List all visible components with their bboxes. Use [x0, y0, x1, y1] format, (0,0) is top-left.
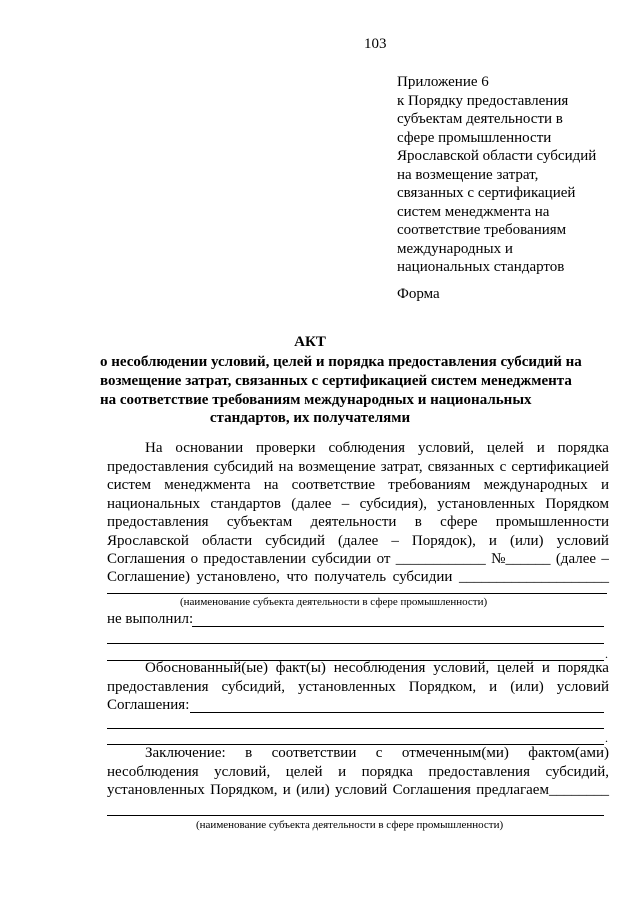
appendix-line: сфере промышленности	[397, 129, 552, 146]
period: .	[605, 647, 608, 661]
appendix-line: связанных с сертификацией	[397, 185, 576, 201]
act-title: АКТ	[294, 334, 326, 350]
form-label: Форма	[397, 286, 440, 302]
blank-line	[107, 728, 604, 729]
para1-line: Соглашение) установлено, что получатель субсидии ____________________	[107, 569, 609, 585]
appendix-line: международных и	[397, 240, 513, 257]
heading-line: на соответствие требованиям международных и национальных	[100, 392, 532, 408]
heading-line: о несоблюдении условий, целей и порядка предоставления субсидий на	[100, 354, 582, 370]
para1-line: На основании проверки соблюдения условий, целей и порядка	[145, 440, 609, 456]
appendix-line: Ярославской области субсидий	[397, 148, 597, 164]
para3-line: установленных Порядком, и (или) условий Соглашения предлагаем________	[107, 782, 609, 798]
recipient-name-line-2	[107, 815, 604, 816]
heading-line: возмещение затрат, связанных с сертификацией систем менеджмента	[100, 373, 572, 389]
not-fulfilled-line	[192, 626, 604, 627]
heading-line: стандартов, их получателями	[209, 410, 411, 426]
appendix-block	[397, 73, 617, 277]
para2-line: предоставления субсидий, установленных Порядком, и (или) условий	[107, 679, 609, 695]
blank-line	[107, 643, 604, 644]
not-fulfilled-label: не выполнил:	[107, 611, 194, 627]
recipient-caption: (наименование субъекта деятельности в сфере промышленности)	[180, 596, 488, 608]
appendix-line: субъектам деятельности в	[397, 111, 563, 127]
para1-line: предоставления субъектам деятельности в сфере промышленности	[107, 514, 609, 530]
appendix-line: к Порядку предоставления	[397, 92, 569, 109]
appendix-title: Приложение 6	[397, 74, 489, 90]
para1-line: Соглашения о предоставлении субсидии от ____________ №______ (далее –	[107, 551, 609, 567]
page-number: 103	[364, 36, 387, 52]
para1-line: Ярославской области субсидий (далее – Порядок), и (или) условий	[107, 533, 609, 549]
para2-line: Обоснованный(ые) факт(ы) несоблюдения условий, целей и порядка	[145, 660, 609, 676]
recipient-caption-2: (наименование субъекта деятельности в сфере промышленности)	[196, 819, 504, 831]
appendix-line: систем менеджмента на	[397, 203, 550, 220]
para3-line: Заключение: в соответствии с отмеченным(ми) фактом(ами)	[145, 745, 609, 761]
recipient-name-line	[107, 593, 607, 594]
para1-line: предоставления субсидий на возмещение затрат, связанных с сертификацией	[107, 459, 609, 475]
para2-line: Соглашения:	[107, 697, 190, 713]
appendix-line: соответствие требованиям	[397, 222, 567, 238]
para3-line: несоблюдения условий, целей и порядка предоставления субсидий,	[107, 764, 609, 780]
appendix-line: национальных стандартов	[397, 259, 565, 275]
para1-line: национальных стандартов (далее – субсидия), установленных Порядком	[107, 496, 609, 512]
para1-line: систем менеджмента на соответствие требованиям международных и	[107, 477, 609, 493]
agreement-line	[190, 712, 604, 713]
appendix-line: на возмещение затрат,	[397, 166, 539, 183]
period: .	[605, 731, 608, 745]
